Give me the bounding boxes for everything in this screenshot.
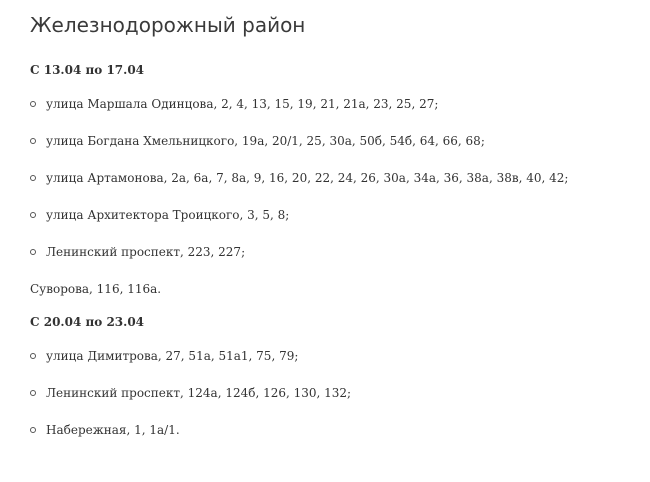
list-item: [30, 422, 630, 438]
list-item: [30, 96, 630, 112]
list-item: [30, 348, 630, 364]
street-text: улица Архитектора Троицкого, 3, 5, 8;: [46, 208, 290, 222]
circle-bullet-icon: [30, 249, 36, 255]
circle-bullet-icon: [30, 101, 36, 107]
list-item: [30, 385, 630, 401]
street-text: Ленинский проспект, 223, 227;: [46, 245, 246, 259]
circle-bullet-icon: [30, 390, 36, 396]
page-title: Железнодорожный район: [30, 13, 306, 37]
circle-bullet-icon: [30, 427, 36, 433]
paragraph-text: Суворова, 116, 116а.: [30, 282, 162, 296]
circle-bullet-icon: [30, 175, 36, 181]
circle-bullet-icon: [30, 212, 36, 218]
circle-bullet-icon: [30, 353, 36, 359]
street-text: улица Богдана Хмельницкого, 19а, 20/1, 25, 30а, 50б, 54б, 64, 66, 68;: [46, 134, 485, 148]
street-text: улица Маршала Одинцова, 2, 4, 13, 15, 19, 21, 21а, 23, 25, 27;: [46, 97, 439, 111]
list-item: [30, 207, 630, 223]
street-text: Набережная, 1, 1а/1.: [46, 423, 180, 437]
street-text: улица Димитрова, 27, 51а, 51а1, 75, 79;: [46, 349, 299, 363]
list-item: [30, 133, 630, 149]
street-text: улица Артамонова, 2а, 6а, 7, 8а, 9, 16, 20, 22, 24, 26, 30а, 34а, 36, 38а, 38в, 40, 42;: [46, 171, 569, 185]
list-item: [30, 170, 630, 186]
circle-bullet-icon: [30, 138, 36, 144]
street-list: [30, 96, 630, 260]
street-text: Ленинский проспект, 124а, 124б, 126, 130, 132;: [46, 386, 352, 400]
period-heading: С 13.04 по 17.04: [30, 63, 145, 77]
street-list: [30, 348, 630, 438]
period-heading: С 20.04 по 23.04: [30, 315, 145, 329]
list-item: [30, 244, 630, 260]
